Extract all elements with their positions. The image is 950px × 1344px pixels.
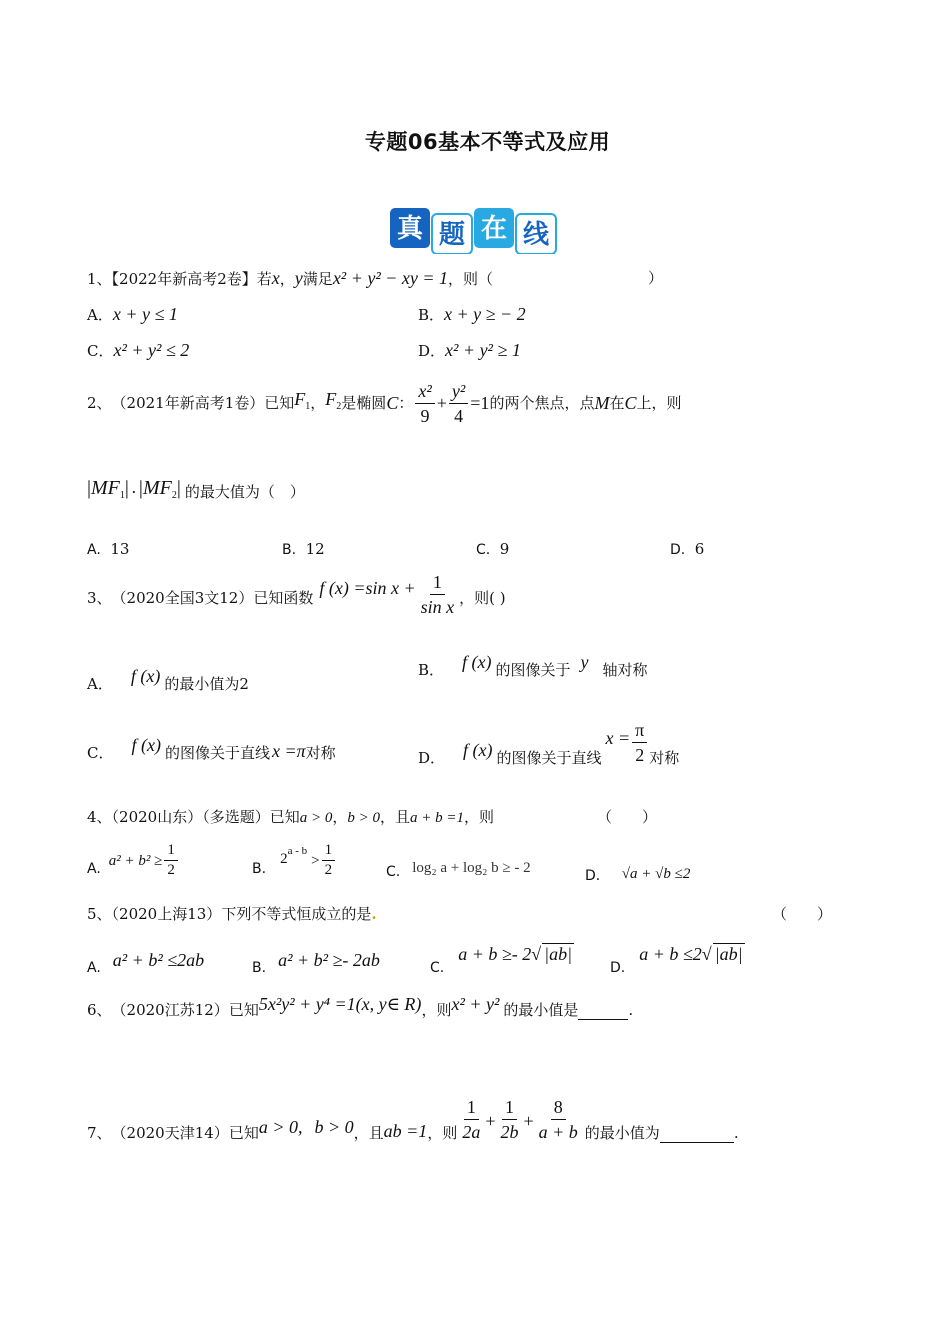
- q3-stem-a: 已知函数: [253, 589, 314, 607]
- q4-cond-b: b > 0: [347, 810, 381, 826]
- q3-source: （2020全国3文12）: [111, 589, 254, 607]
- q1-option-c-expr: x² + y² ≤ 2: [113, 340, 190, 360]
- q3-option-c-text: 的图像关于直线: [164, 744, 270, 762]
- q2-option-b-label: B.: [282, 542, 297, 558]
- q2-f2-sub: 2: [336, 401, 342, 412]
- q2-frac-y-num: y²: [449, 380, 468, 404]
- q1-option-b: [418, 304, 526, 325]
- q2-stem-d: 在: [609, 394, 625, 412]
- q7-frac-2-den: 2b: [500, 1122, 519, 1142]
- q4-option-b: [252, 842, 337, 879]
- q2-option-c-value: 9: [499, 540, 510, 558]
- banner-char-2: 题: [438, 220, 466, 250]
- q6-target: x² + y²: [451, 994, 500, 1014]
- banner-char-4: 线: [522, 220, 550, 250]
- q7-stem-d: 的最小值为: [584, 1124, 660, 1142]
- q5-option-a-expr: a² + b² ≤2ab: [112, 950, 205, 970]
- q4-paren: （ ）: [597, 808, 658, 826]
- q4-option-b-rel: >: [311, 853, 320, 869]
- q3-option-d-frac: [632, 719, 647, 766]
- q3-option-b-fx: f (x): [462, 652, 492, 672]
- question-3: [87, 572, 506, 624]
- q7-frac-1-num: 1: [464, 1096, 479, 1120]
- q1-option-d-expr: x² + y² ≥ 1: [445, 340, 521, 360]
- q5-option-b: [252, 950, 380, 976]
- q2-abs-mf1: $|MF_1|$: [87, 477, 129, 501]
- q2-option-d-value: 6: [694, 540, 705, 558]
- q2-colon: ：: [398, 394, 414, 412]
- q2-mf2-letters: MF: [142, 477, 172, 499]
- q5-option-c-label: C.: [430, 960, 445, 976]
- q3-frac-num: 1: [430, 571, 445, 595]
- q4-option-a: [87, 842, 180, 879]
- q3-option-b-text: 的图像关于: [495, 661, 571, 679]
- question-1: [87, 268, 493, 289]
- q5-option-a-label: A.: [87, 960, 101, 976]
- q5-option-a: [87, 950, 205, 976]
- q2-frac-y-den: 4: [454, 405, 464, 426]
- q2-stem-e: 上，则: [636, 394, 682, 412]
- q4-option-b-exp: a - b: [287, 845, 308, 857]
- q1-source: 【2022年新高考2卷】: [111, 270, 257, 288]
- q5-option-d: [610, 943, 745, 976]
- question-2: [87, 378, 682, 428]
- q3-option-b-text2: 轴对称: [602, 661, 648, 679]
- q4-option-c-expr: log₂ a + log₂ b ≥ - 2: [412, 860, 531, 876]
- q6-stem-c: 的最小值是: [503, 1001, 579, 1019]
- q5-option-c: [430, 943, 574, 976]
- q2-source: （2021年新高考1卷）: [111, 394, 265, 412]
- q2-abs-mf2: $|MF_2|$: [138, 477, 181, 501]
- q4-number: 4、: [87, 808, 112, 826]
- q7-cond-b: b > 0: [314, 1117, 354, 1137]
- q1-condition: x² + y² − xy = 1: [332, 268, 449, 288]
- q2-option-c: [476, 539, 509, 560]
- q2-option-d-label: D.: [670, 542, 686, 558]
- q3-option-a-text: 的最小值为2: [164, 675, 249, 693]
- q5-option-c-lhs: a + b ≥- 2: [458, 944, 532, 964]
- q3-option-d-lhs: x =: [605, 728, 631, 748]
- q5-option-b-expr: a² + b² ≥- 2ab: [278, 950, 380, 970]
- q4-option-b-frac-den: 2: [324, 862, 333, 878]
- q5-option-d-sqrt: [702, 943, 745, 964]
- q7-number: 7、: [87, 1124, 112, 1142]
- q1-option-a-expr: x + y ≤ 1: [112, 304, 178, 324]
- q7-stem-a: 已知: [228, 1124, 259, 1142]
- q4-cond-a: a > 0: [299, 810, 333, 826]
- q7-stem-c: ，则: [427, 1124, 458, 1142]
- q3-number: 3、: [87, 589, 112, 607]
- q6-answer-blank[interactable]: [578, 1019, 628, 1020]
- q2-c: C: [386, 393, 399, 413]
- q4-option-b-frac: [322, 842, 336, 879]
- q2-option-b-value: 12: [305, 540, 325, 558]
- q3-option-b: [418, 652, 648, 680]
- banner-char-1: 真: [396, 214, 424, 244]
- q3-option-c-label: C．: [87, 744, 114, 762]
- q1-number: 1、: [87, 270, 112, 288]
- q5-option-c-sqrt: [531, 943, 574, 964]
- q4-option-b-power: [280, 841, 307, 869]
- q3-fx: f (x) =sin x +: [319, 578, 416, 598]
- q5-option-d-label: D.: [610, 960, 626, 976]
- q4-sep2: ，且: [380, 808, 411, 826]
- q2-stem-b: 是椭圆: [341, 394, 387, 412]
- q1-option-a-label: A．: [87, 306, 113, 324]
- q3-option-d-frac-num: π: [632, 719, 647, 743]
- q2-tail: 的最大值为（ ）: [184, 483, 305, 501]
- q3-frac: [418, 571, 458, 618]
- q4-option-d-label: D．: [585, 868, 610, 884]
- q2-option-a-label: A.: [87, 542, 101, 558]
- q3-option-d-label: D．: [418, 749, 446, 767]
- q4-option-a-frac: [164, 842, 178, 879]
- q5-option-b-label: B.: [252, 960, 267, 976]
- q5-dot: .: [371, 905, 377, 923]
- q2-plus: +: [436, 393, 447, 413]
- q2-f2: [325, 389, 341, 417]
- q5-stem: 下列不等式恒成立的是: [221, 905, 372, 923]
- q4-option-b-label: B.: [252, 861, 267, 877]
- q3-frac-den: sin x: [420, 596, 455, 617]
- q2-frac-x-num: x²: [415, 380, 434, 404]
- q3-option-a-fx: f (x): [130, 666, 161, 686]
- q3-option-d-frac-den: 2: [635, 745, 645, 765]
- q1-option-d: [418, 340, 521, 361]
- q1-option-c-label: C．: [87, 342, 114, 360]
- q4-option-a-frac-num: 1: [164, 842, 178, 861]
- q7-cond-a: a > 0,: [258, 1117, 303, 1137]
- q1-stem-a: 若: [256, 270, 272, 288]
- q1-close-paren: ）: [648, 269, 664, 287]
- q2-number: 2、: [87, 394, 112, 412]
- q7-source: （2020天津14）: [111, 1124, 229, 1142]
- q2-stem-c: 的两个焦点，点: [489, 394, 595, 412]
- q1-option-a: [87, 304, 178, 325]
- q4-option-a-frac-den: 2: [167, 862, 175, 878]
- q6-stem-a: 已知: [228, 1001, 259, 1019]
- q5-paren: （ ）: [772, 905, 833, 923]
- q7-plus-2: +: [523, 1111, 534, 1131]
- q4-stem-b: ，则: [464, 808, 495, 826]
- q4-cond-sum: a + b =1: [410, 810, 465, 826]
- q7-frac-3: [536, 1096, 581, 1143]
- q4-sep1: ，: [332, 808, 348, 826]
- q2-option-c-label: C.: [476, 542, 491, 558]
- q7-frac-3-num: 8: [551, 1096, 566, 1120]
- q1-comma: ，: [279, 270, 295, 288]
- q1-stem-c: ，则（: [448, 270, 494, 288]
- q7-plus-1: +: [485, 1111, 496, 1131]
- q4-option-c-label: C.: [386, 864, 401, 880]
- q7-frac-1-den: 2a: [462, 1122, 481, 1142]
- q7-answer-blank[interactable]: [660, 1142, 734, 1143]
- q2-m: M: [594, 393, 610, 413]
- q2-frac-x-den: 9: [420, 405, 430, 426]
- q4-option-a-lhs: a² + b² ≥: [108, 853, 163, 869]
- q6-blank-end: .: [628, 1001, 634, 1019]
- q2-mf1-sub: 1: [119, 490, 125, 501]
- q3-option-b-var: y: [580, 652, 589, 672]
- q2-f1: [294, 389, 310, 417]
- zhenti-zaixian-banner: [390, 208, 560, 254]
- question-6: [87, 994, 634, 1020]
- q4-stem-a: 已知: [269, 808, 300, 826]
- q4-option-b-frac-num: 1: [322, 842, 336, 861]
- q7-cond-ab: ab =1: [383, 1121, 428, 1141]
- q2-dot: ·: [130, 482, 137, 502]
- q4-option-a-label: A.: [87, 861, 101, 877]
- q5-source: （2020上海13）: [111, 905, 222, 923]
- q1-option-b-expr: x + y ≥ − 2: [444, 304, 526, 324]
- q3-option-a: [87, 660, 249, 694]
- q3-option-c-expr: x =π: [271, 741, 306, 761]
- q5-option-d-radical: √: [701, 944, 712, 964]
- q3-option-d-text: 的图像关于直线: [496, 749, 602, 767]
- q3-option-c: [87, 735, 336, 763]
- q1-option-c: [87, 340, 189, 361]
- page-title: 专题06基本不等式及应用: [364, 130, 611, 154]
- q1-option-d-label: D．: [418, 342, 446, 360]
- q6-stem-b: ，则: [421, 1001, 452, 1019]
- q2-option-b: [282, 539, 325, 560]
- q3-option-d-fx: f (x): [463, 740, 493, 760]
- q3-option-a-label: A．: [87, 675, 113, 693]
- q3-option-d: [418, 721, 679, 768]
- q2-option-a-value: 13: [110, 540, 130, 558]
- q2-sep: ，: [310, 394, 326, 412]
- banner-char-3: 在: [480, 214, 508, 244]
- q7-stem-b: ，且: [353, 1124, 384, 1142]
- q5-option-c-radicand: |ab|: [544, 944, 573, 964]
- q2-f1-sub: 1: [305, 401, 311, 412]
- q2-frac-x: [415, 380, 434, 427]
- q4-option-b-base: 2: [280, 851, 288, 867]
- q4-option-d-expr: √a + √b ≤2: [621, 866, 691, 882]
- q5-option-d-lhs: a + b ≤2: [639, 944, 702, 964]
- q5-option-c-radical: √: [531, 944, 542, 964]
- q7-frac-2: [497, 1096, 521, 1143]
- q6-condition: 5x²y² + y⁴ =1(x, y∈ R): [258, 994, 422, 1014]
- q3-option-c-text2: 对称: [305, 744, 336, 762]
- q3-stem-b: ，则( ): [459, 589, 506, 607]
- q4-option-c: [386, 862, 531, 882]
- question-4: [87, 807, 494, 828]
- q1-option-b-label: B．: [418, 306, 445, 324]
- q2-f2-letter: F: [325, 389, 337, 409]
- q3-option-d-text2: 对称: [649, 749, 680, 767]
- q2-eq: =1: [470, 393, 490, 413]
- q3-option-b-label: B．: [418, 661, 445, 679]
- q4-source: （2020山东）（多选题）: [111, 808, 270, 826]
- q1-var-y: y: [294, 268, 303, 288]
- q7-frac-1: [459, 1096, 483, 1143]
- q6-number: 6、: [87, 1001, 112, 1019]
- q2-f1-letter: F: [294, 389, 306, 409]
- q2-mf1-letters: MF: [91, 477, 120, 499]
- question-7: [87, 1096, 739, 1143]
- q6-source: （2020江苏12）: [111, 1001, 229, 1019]
- q5-number: 5、: [87, 905, 112, 923]
- q2-c2: C: [624, 393, 637, 413]
- q1-var-x: x: [271, 268, 280, 288]
- q2-frac-y: [449, 380, 468, 427]
- question-5: [87, 904, 377, 924]
- q7-frac-2-num: 1: [502, 1096, 517, 1120]
- q7-frac-3-den: a + b: [538, 1122, 578, 1142]
- q2-option-d: [670, 539, 704, 560]
- q7-blank-end: .: [733, 1124, 739, 1142]
- q5-option-d-radicand: |ab|: [714, 944, 743, 964]
- q4-option-d: [585, 866, 690, 886]
- q2-stem-a: 已知: [264, 394, 295, 412]
- q3-option-c-fx: f (x): [131, 735, 161, 755]
- q2-line-2: [87, 478, 305, 506]
- q1-stem-b: 满足: [302, 270, 333, 288]
- q2-option-a: [87, 539, 129, 560]
- q2-mf2-sub: 2: [171, 490, 177, 501]
